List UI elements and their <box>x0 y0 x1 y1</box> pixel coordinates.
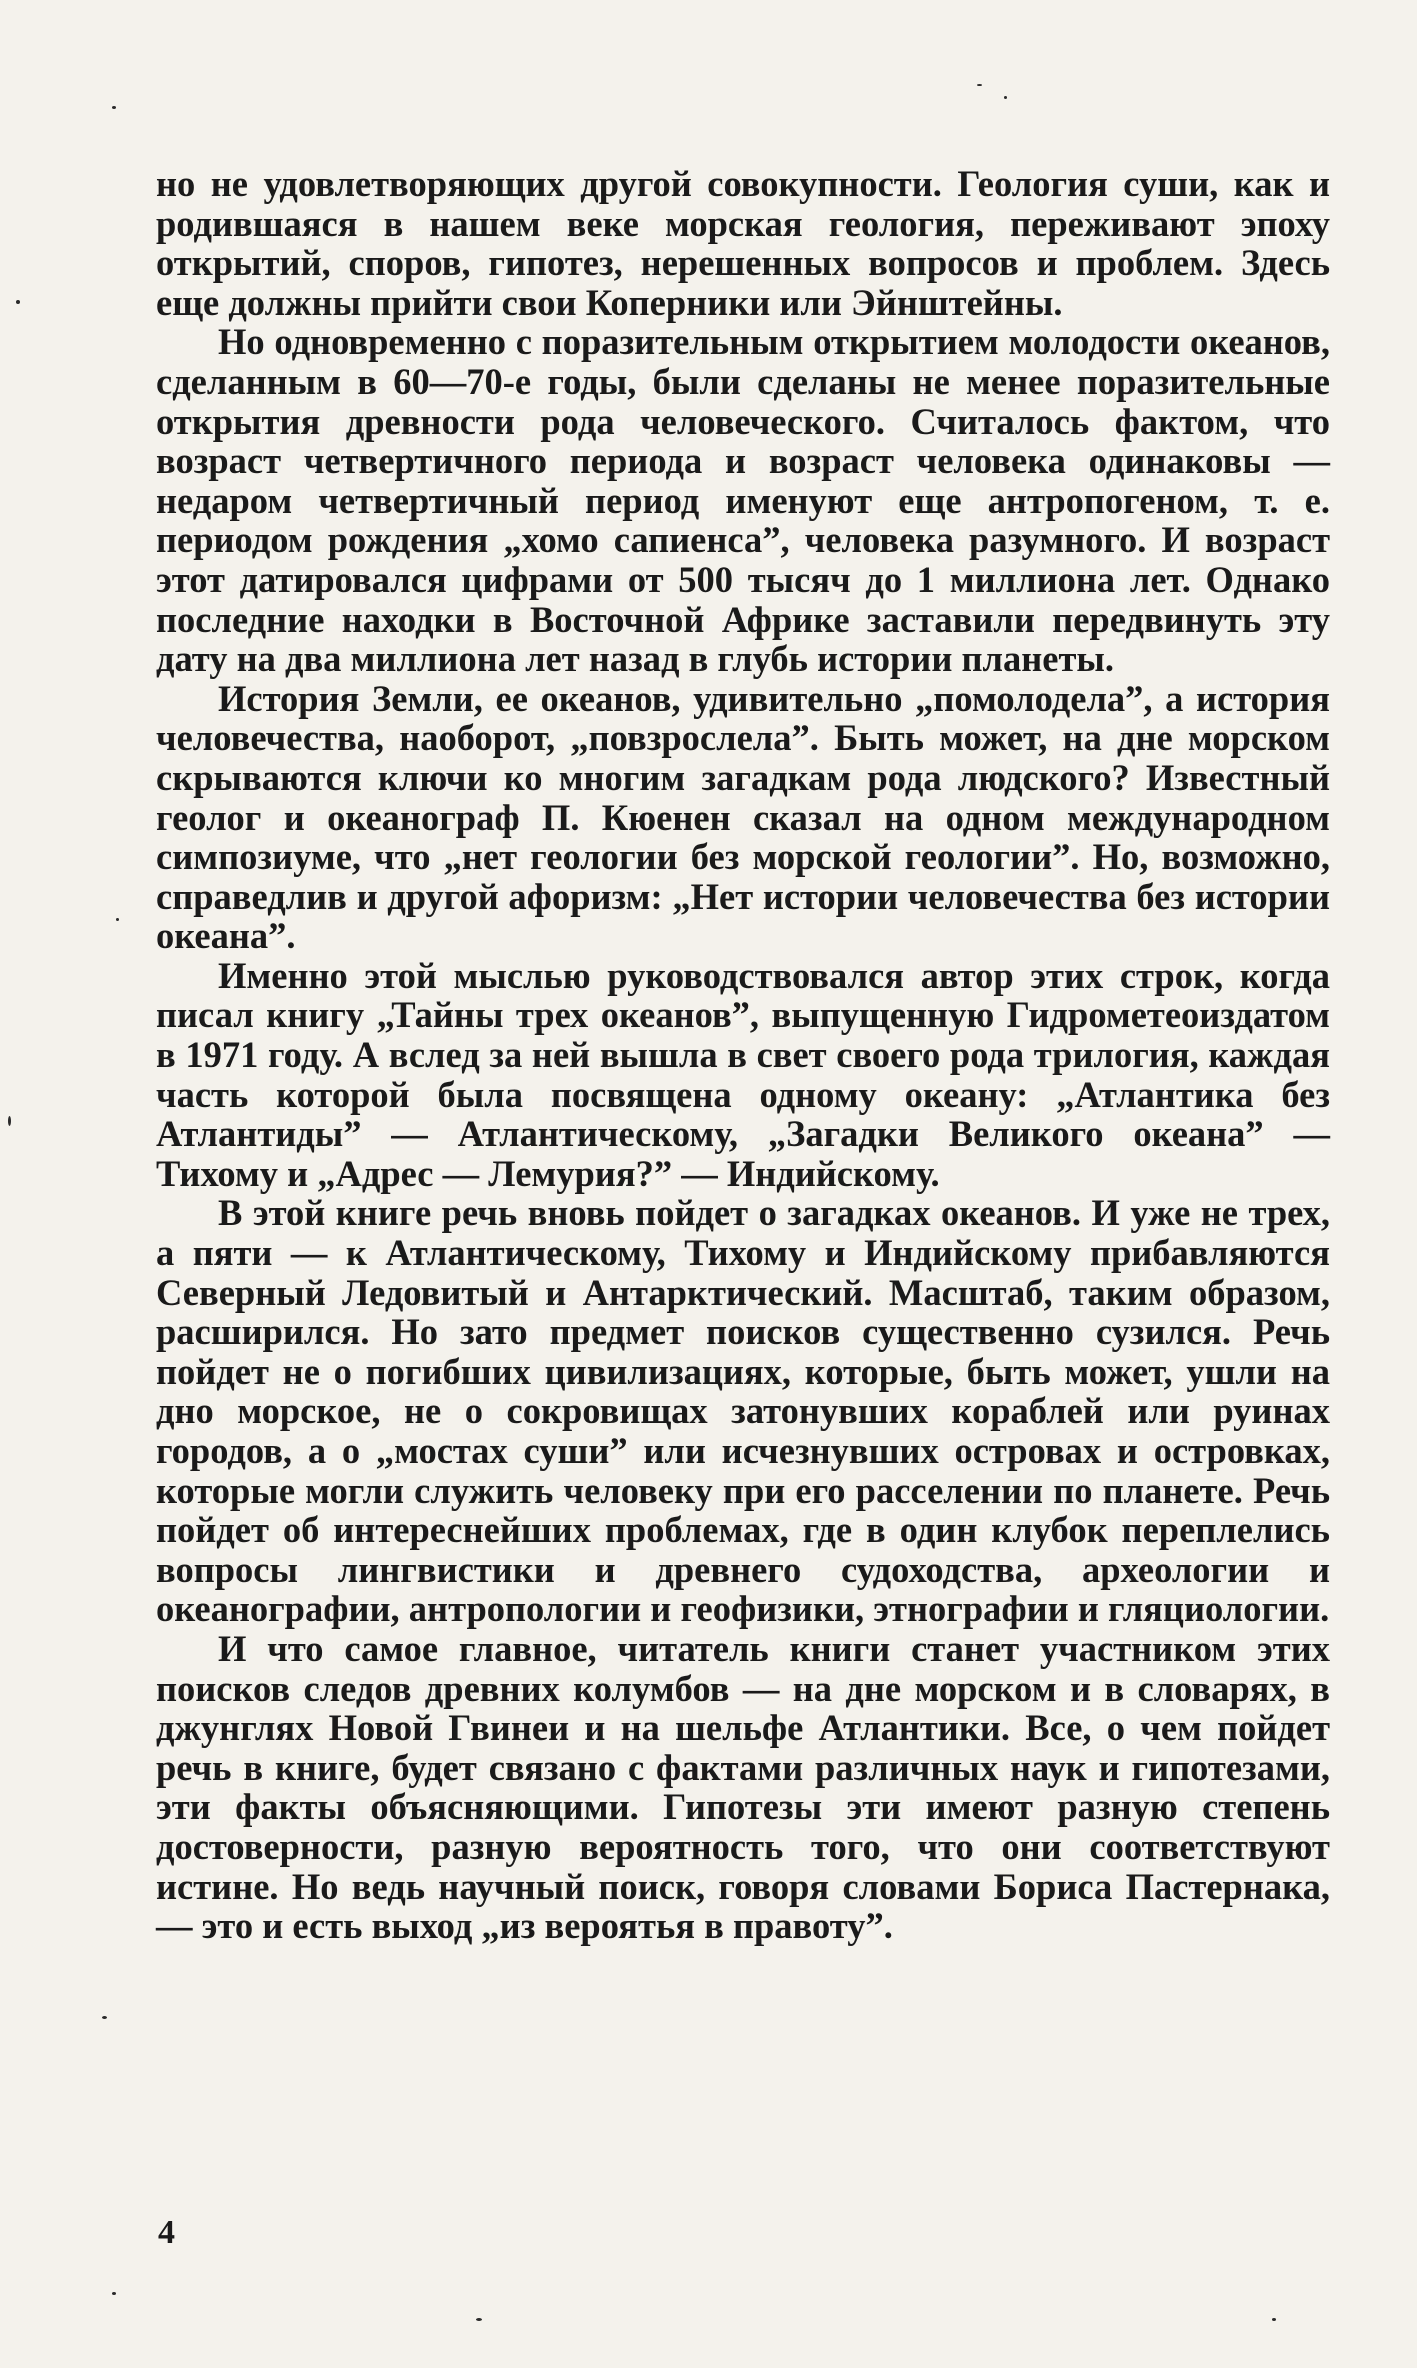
scan-speck <box>102 2016 107 2019</box>
paragraph-author-books: Именно этой мыслью руководствовался автор этих строк, когда писал книгу „Тайны трех океанов”, выпущенную Гидрометеоиздатом в 1971 году. А вслед за ней вышла в свет своего рода трилогия, каждая часть которой была посвящена одному океану: „Атлантика без Атлантиды” — Атлантическому, „Загадки Великого океана” — Тихому и „Адрес — Лемурия?” — Индийскому. <box>156 954 1330 1194</box>
scan-speck <box>1272 2318 1276 2321</box>
scan-speck <box>1004 96 1007 99</box>
scan-speck <box>112 2292 116 2295</box>
paragraph-this-book: В этой книге речь вновь пойдет о загадках океанов. И уже не трех, а пяти — к Атлантическому, Тихому и Индийскому прибавляются Северный Ледовитый и Антарктический. Масштаб, таким образом, расширился. Но зато предмет поисков существенно сузился. Речь пойдет не о погибших цивилизациях, которые, быть может, ушли на дно морское, не о сокровищах затонувших кораблей или руинах городов, а о „мостах суши” или исчезнувших островах и островках, которые могли служить человеку при его расселении по планете. Речь пойдет об интереснейших проблемах, где в один клубок переплелись вопросы лингвистики и древнего судоходства, археологии и океанографии, антропологии и геофизики, этнографии и гляциологии. <box>156 1192 1330 1630</box>
paragraph-reader: И что самое главное, читатель книги станет участником этих поисков следов древних колумбов — на дне морском и в словарях, в джунглях Новой Гвинеи и на шельфе Атлантики. Все, о чем пойдет речь в книге, будет связано с фактами различных наук и гипотезами, эти факты объясняющими. Гипотезы эти имеют разную степень достоверности, разную вероятность того, что они соответствуют истине. Но ведь научный поиск, говоря словами Бориса Пастернака, — это и есть выход „из вероятья в правоту”. <box>156 1627 1330 1947</box>
scan-speck <box>476 2318 482 2321</box>
scan-speck <box>112 106 116 109</box>
scan-speck <box>116 918 119 921</box>
paragraph-continuation: но не удовлетворяющих другой совокупности. Геология суши, как и родившаяся в нашем веке морская геология, переживают эпоху открытий, споров, гипотез, нерешенных вопросов и проблем. Здесь еще должны прийти свои Коперники или Эйнштейны. <box>156 163 1330 323</box>
paragraph-ocean-age: Но одновременно с поразительным открытием молодости океанов, сделанным в 60—70-е годы, были сделаны не менее поразительные открытия древности рода человеческого. Считалось фактом, что возраст четвертичного периода и возраст человека одинаковы — недаром четвертичный период именуют еще антропогеном, т. е. периодом рождения „хомо сапиенса”, человека разумного. И возраст этот датировался цифрами от 500 тысяч до 1 миллиона лет. Однако последние находки в Восточной Африке заставили передвинуть эту дату на два миллиона лет назад в глубь истории планеты. <box>156 321 1330 680</box>
page-number: 4 <box>158 2214 175 2251</box>
scan-speck <box>977 84 982 86</box>
body-text <box>156 164 1330 1946</box>
paragraph-earth-history: История Земли, ее океанов, удивительно „помолодела”, а история человечества, наоборот, „повзрослела”. Быть может, на дне морском скрываются ключи ко многим загадкам рода людского? Известный геолог и океанограф П. Кюенен сказал на одном международном симпозиуме, что „нет геологии без морской геологии”. Но, возможно, справедлив и другой афоризм: „Нет истории человечества без истории океана”. <box>156 677 1330 957</box>
scan-speck <box>8 1116 11 1126</box>
scan-speck <box>16 300 20 304</box>
